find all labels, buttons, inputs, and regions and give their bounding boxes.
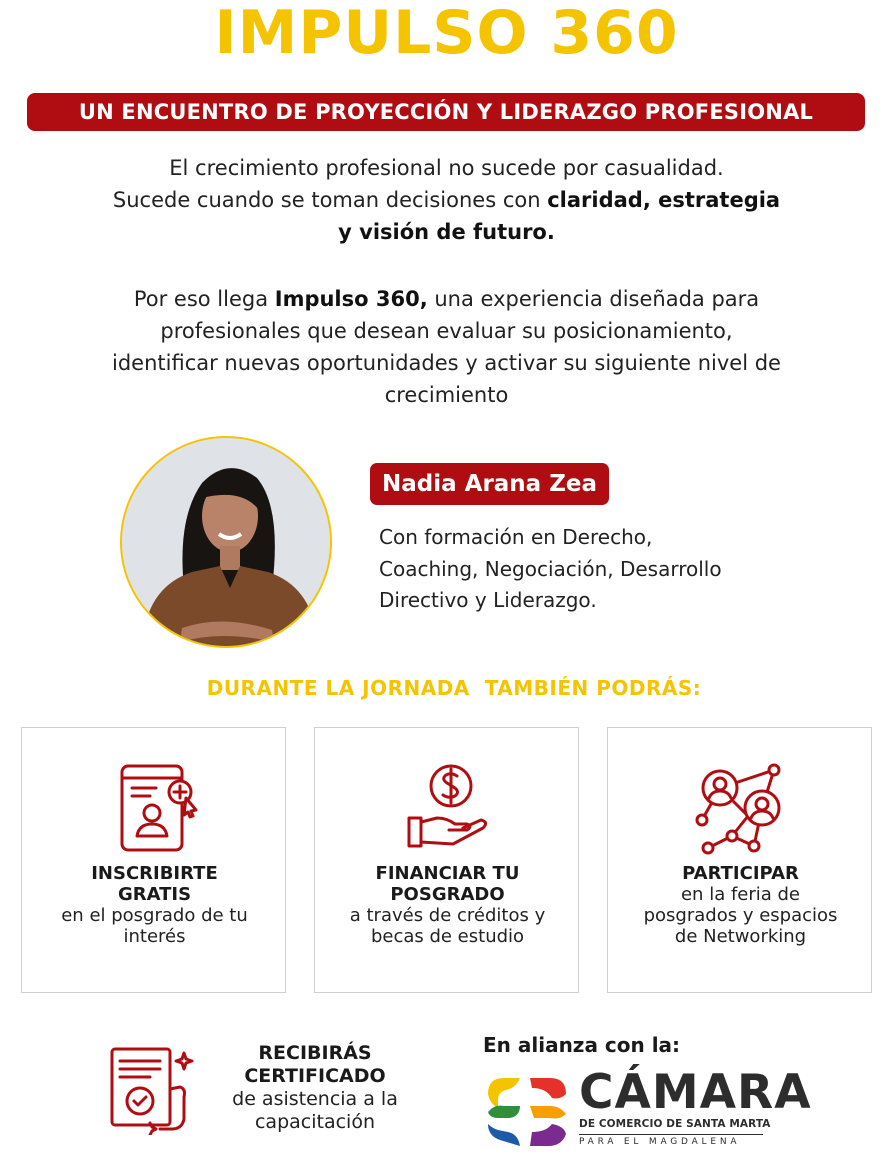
camara-logo-subtitle: DE COMERCIO DE SANTA MARTA bbox=[579, 1118, 771, 1130]
intro-paragraph-2 bbox=[40, 283, 853, 411]
intro-line: profesionales que desean evaluar su posicionamiento, bbox=[160, 319, 733, 343]
speaker-photo bbox=[120, 436, 332, 648]
alliance-label: En alianza con la: bbox=[483, 1033, 681, 1057]
benefit-title-line: POSGRADO bbox=[390, 884, 505, 905]
benefit-desc-line: de Networking bbox=[674, 926, 807, 947]
benefit-desc-line: becas de estudio bbox=[370, 926, 525, 947]
intro-text: Sucede cuando se toman decisiones con bbox=[112, 188, 548, 212]
section-heading: DURANTE LA JORNADA TAMBIÉN PODRÁS: bbox=[206, 676, 702, 700]
benefit-text bbox=[323, 863, 572, 947]
benefit-card-register bbox=[21, 727, 286, 993]
benefit-text bbox=[30, 863, 279, 947]
benefit-desc-line: en la feria de bbox=[680, 884, 801, 905]
certificate-icon bbox=[106, 1043, 198, 1135]
tablet-user-add-icon bbox=[104, 758, 204, 858]
subtitle-banner: UN ENCUENTRO DE PROYECCIÓN Y LIDERAZGO PROFESIONAL bbox=[27, 93, 865, 131]
benefit-desc-line: interés bbox=[123, 926, 186, 947]
bio-line: Directivo y Liderazgo. bbox=[379, 588, 597, 612]
intro-emphasis: claridad, estrategia bbox=[547, 188, 781, 212]
certificate-text bbox=[200, 1042, 430, 1134]
camara-logo-tagline: PARA EL MAGDALENA bbox=[579, 1134, 763, 1147]
certificate-title-line: RECIBIRÁS bbox=[258, 1042, 372, 1064]
network-people-icon bbox=[690, 758, 790, 858]
intro-text: Por eso llega bbox=[133, 287, 275, 311]
benefit-desc-line: en el posgrado de tu bbox=[61, 905, 248, 926]
speaker-bio bbox=[379, 522, 819, 617]
bio-line: Con formación en Derecho, bbox=[379, 525, 653, 549]
event-title: IMPULSO 360 bbox=[214, 0, 679, 68]
intro-line bbox=[40, 184, 853, 216]
speaker-name-tag: Nadia Arana Zea bbox=[370, 463, 609, 505]
benefit-text bbox=[616, 863, 865, 947]
benefit-title-line: PARTICIPAR bbox=[682, 863, 799, 884]
intro-line bbox=[40, 283, 853, 315]
hand-coin-icon bbox=[397, 758, 497, 858]
benefit-card-participate bbox=[607, 727, 872, 993]
intro-line: identificar nuevas oportunidades y activar su siguiente nivel de bbox=[112, 351, 781, 375]
benefit-title-line: FINANCIAR TU bbox=[375, 863, 520, 884]
bio-line: Coaching, Negociación, Desarrollo bbox=[379, 556, 722, 581]
certificate-desc-line: capacitación bbox=[254, 1111, 375, 1133]
intro-line bbox=[40, 216, 853, 248]
intro-line: crecimiento bbox=[384, 383, 509, 407]
benefit-title-line: GRATIS bbox=[117, 884, 192, 905]
intro-emphasis: y visión de futuro. bbox=[338, 220, 555, 244]
intro-emphasis: Impulso 360, bbox=[274, 287, 428, 311]
intro-line: El crecimiento profesional no sucede por casualidad. bbox=[169, 156, 724, 180]
intro-paragraph-1 bbox=[40, 152, 853, 248]
intro-text: una experiencia diseñada para bbox=[427, 287, 760, 311]
certificate-desc-line: de asistencia a la bbox=[232, 1088, 398, 1110]
benefit-desc-line: a través de créditos y bbox=[349, 905, 546, 926]
benefit-card-finance bbox=[314, 727, 579, 993]
camara-logo-mark-icon bbox=[484, 1074, 570, 1150]
camara-logo-name: CÁMARA bbox=[579, 1065, 812, 1120]
certificate-title-line: CERTIFICADO bbox=[244, 1065, 386, 1087]
benefit-desc-line: posgrados y espacios bbox=[643, 905, 838, 926]
benefit-title-line: INSCRIBIRTE bbox=[91, 863, 218, 884]
